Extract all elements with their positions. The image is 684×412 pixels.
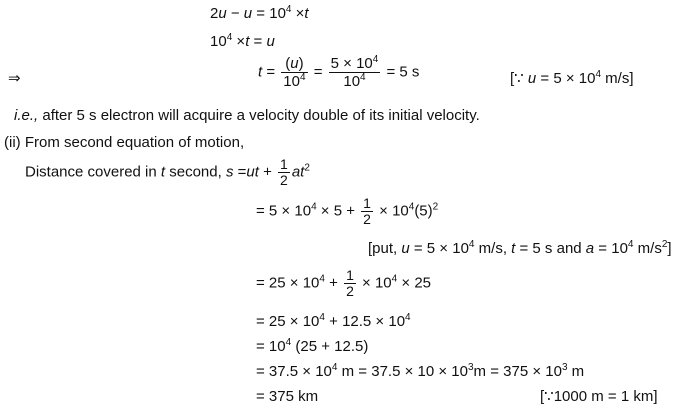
conclusion-text: i.e., after 5 s electron will acquire a velocity double of its initial velocity.: [14, 107, 480, 124]
equation-line-2: $10^4 \times t = u$: [210, 32, 275, 50]
given-values-note: [put, $u = 5 \times 10^4$ m/s, t = 5 s and $a = 10^4$ $m/s^2$]: [368, 239, 672, 257]
fraction-5e4-over-1e4: $\frac{5 \times 10^4}{10^4}$: [330, 54, 379, 90]
unit-conversion-note: [∵1000 m = 1 km]: [540, 388, 658, 405]
distance-formula: Distance covered in t second, s =ut + $\frac{1}{2}$ $at^2$: [25, 156, 310, 188]
calculation-line-2: = $25 \times 10^4 + 12.5 \times 10^4$: [256, 312, 411, 330]
part-ii-heading: (ii) From second equation of motion,: [4, 134, 245, 151]
fraction-u-over-10-4: $\frac{(u)}{10^4}$: [283, 55, 306, 90]
fraction-one-half: $\frac{1}{2}$: [280, 156, 288, 188]
calculation-line-4: = $37.5 \times 10^4$ $m = 37.5 \times 10 \times 10^3m = 375 \times 10^3$ m: [256, 362, 585, 380]
given-note-u: [∵ $u = 5 \times 10^4$ m/s]: [510, 69, 634, 87]
substitution-line: = $5 \times 10^4 \times 5$ + $\frac{1}{2}$ × $10^4(5)^2$: [256, 195, 439, 227]
final-answer: = 375 km: [256, 388, 319, 405]
calculation-line-1: = $25 \times 10^4$ + $\frac{1}{2}$ × $10^4 \times 25$: [256, 267, 431, 299]
equation-line-1: $2u - u = 10^4 \times t$: [210, 4, 309, 22]
implies-arrow: ⇒: [8, 70, 21, 87]
calculation-line-3: = $10^4$ (25 + 12.5): [256, 337, 369, 355]
fraction-one-half: $\frac{1}{2}$: [346, 267, 354, 299]
fraction-one-half: $\frac{1}{2}$: [363, 195, 371, 227]
equation-line-3: t = $\frac{(u)}{10^4}$ = $\frac{5 \times 10^4}{10^4}$ = 5 s: [258, 54, 420, 90]
